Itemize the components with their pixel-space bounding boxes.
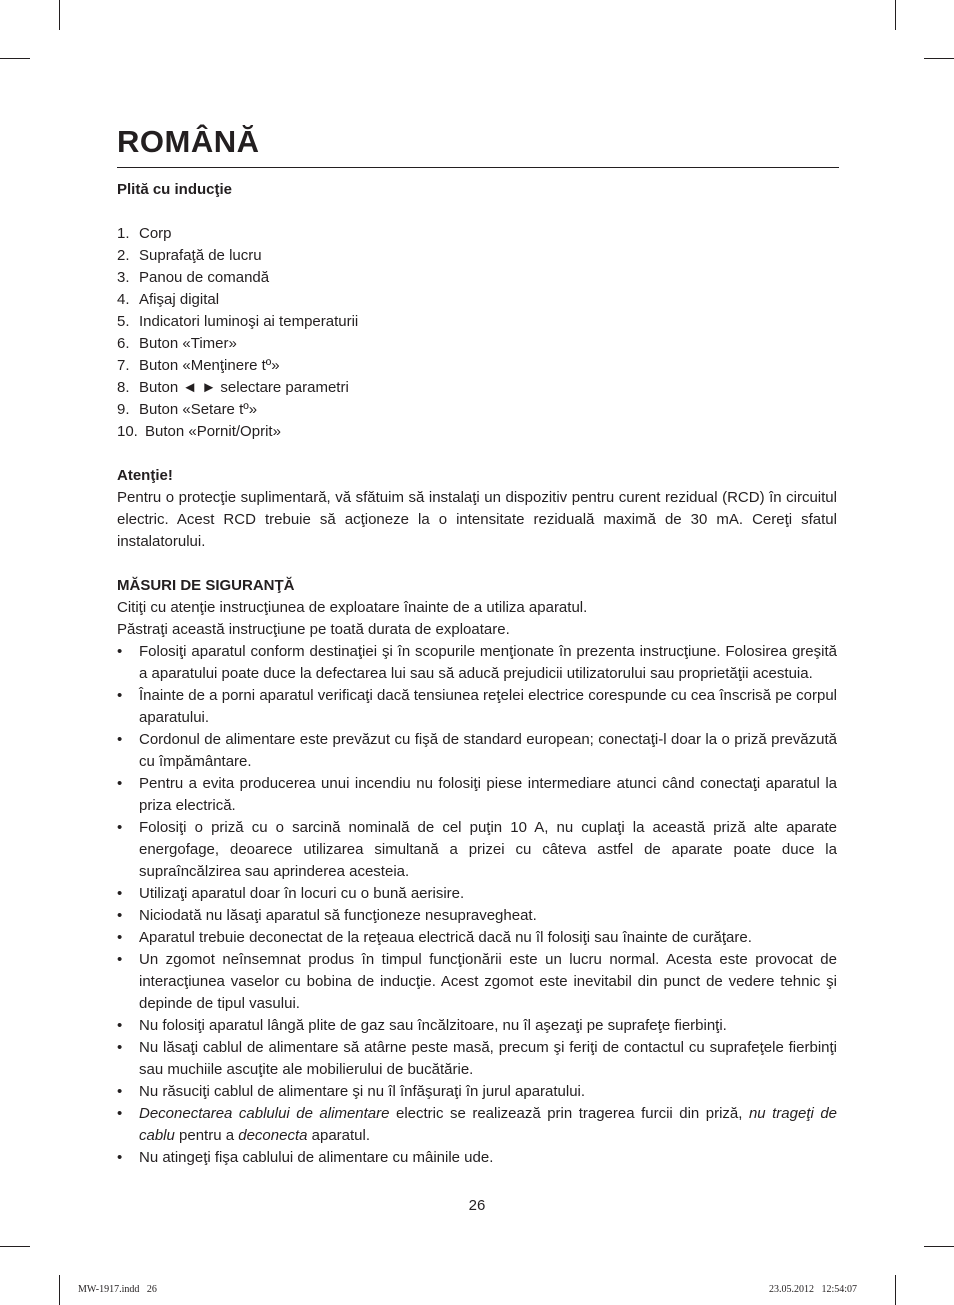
- safety-intro: Citiţi cu atenţie instrucţiunea de exploatare înainte de a utiliza aparatul.: [117, 599, 588, 616]
- list-item: 10. Buton «Pornit/Oprit»: [117, 423, 281, 440]
- crop-mark: [59, 1275, 60, 1305]
- list-item: • Nu răsuciţi cablul de alimentare şi nu îl înfăşuraţi în jurul aparatului.: [117, 1081, 837, 1103]
- list-item: • Aparatul trebuie deconectat de la reţeaua electrică dacă nu îl folosiţi sau înainte de curăţare.: [117, 927, 837, 949]
- bullet: •: [117, 1017, 123, 1034]
- list-item: 3. Panou de comandă: [117, 269, 270, 286]
- safety-intro: Păstraţi această instrucţiune pe toată durata de exploatare.: [117, 621, 510, 638]
- crop-mark: [0, 1246, 30, 1247]
- list-item: 8. Buton ◄ ► selectare parametri: [117, 379, 349, 396]
- list-item: • Folosiţi o priză cu o sarcină nominală de cel puţin 10 A, nu cuplaţi la această priză alte aparate energofage, deoarece utilizarea simultană a prizei cu câteva astfel de aparate poate duce la supraîncălzirea sau aprinderea acesteia.: [117, 819, 837, 880]
- bullet: •: [117, 1039, 123, 1056]
- bullet: •: [117, 731, 123, 748]
- bullet: •: [117, 819, 123, 836]
- bullet: •: [117, 643, 123, 660]
- document-body: [117, 179, 837, 1169]
- page-number: 26: [468, 1197, 486, 1214]
- list-item: 2. Suprafaţă de lucru: [117, 247, 262, 264]
- list-item: • Nu folosiţi aparatul lângă plite de gaz sau încălzitoare, nu îl aşezaţi pe suprafeţe fierbinţi.: [117, 1015, 837, 1037]
- title-divider: [117, 167, 839, 168]
- list-item: 9. Buton «Setare tº»: [117, 401, 258, 418]
- list-item: • Cordonul de alimentare este prevăzut cu fişă de standard european; conectaţi-l doar la o priză prevăzută cu împământare.: [117, 731, 837, 770]
- product-heading: Plită cu inducţie: [117, 181, 233, 198]
- bullet: •: [117, 951, 123, 968]
- list-item: 7. Buton «Menţinere tº»: [117, 357, 280, 374]
- page-title: ROMÂNĂ: [117, 124, 260, 159]
- attention-text: Pentru o protecţie suplimentară, vă sfătuim să instalaţi un dispozitiv pentru curent rezidual (RCD) în circuitul electric. Acest RCD trebuie să acţioneze la o intensitate reziduală maximă de 30 mA. Cereţi sfatul instalatorului.: [117, 489, 837, 550]
- bullet: •: [117, 775, 123, 792]
- list-item: • Utilizaţi aparatul doar în locuri cu o bună aerisire.: [117, 883, 837, 905]
- crop-mark: [895, 1275, 896, 1305]
- attention-heading: Atenţie!: [117, 467, 173, 484]
- crop-mark: [895, 0, 896, 30]
- list-item: 5. Indicatori luminoşi ai temperaturii: [117, 313, 359, 330]
- crop-mark: [924, 58, 954, 59]
- list-item: 6. Buton «Timer»: [117, 335, 237, 352]
- list-item: • Niciodată nu lăsaţi aparatul să funcţioneze nesupravegheat.: [117, 905, 837, 927]
- list-item: 1. Corp: [117, 225, 172, 242]
- bullet: •: [117, 687, 123, 704]
- print-slug-file: MW-1917.indd 26: [78, 1284, 157, 1295]
- list-item: • Nu lăsaţi cablul de alimentare să atârne peste masă, precum şi feriţi de contactul cu suprafeţele fierbinţi sau muchiile ascuţite ale mobilierului de bucătărie.: [117, 1039, 837, 1078]
- safety-list: [117, 641, 837, 1169]
- list-item: 4. Afişaj digital: [117, 291, 220, 308]
- bullet: •: [117, 1149, 123, 1166]
- parts-list: [117, 223, 837, 443]
- bullet: •: [117, 1105, 123, 1122]
- bullet: •: [117, 1083, 123, 1100]
- safety-heading: MĂSURI DE SIGURANŢĂ: [117, 577, 295, 594]
- list-item: • Folosiţi aparatul conform destinaţiei şi în scopurile menţionate în prezenta instrucţiune. Folosirea greşită a aparatului poate duce la defectarea lui sau să aducă prejudicii utilizatorului sau proprietăţii acestuia.: [117, 643, 837, 682]
- crop-mark: [924, 1246, 954, 1247]
- list-item: • Deconectarea cablului de alimentare electric se realizează prin tragerea furcii din priză, nu trageţi de cablu pentru a deconecta aparatul.: [117, 1105, 838, 1144]
- list-item: • Nu atingeţi fişa cablului de alimentare cu mâinile ude.: [117, 1147, 837, 1169]
- print-slug-timestamp: 23.05.2012 12:54:07: [769, 1284, 858, 1295]
- bullet: •: [117, 885, 123, 902]
- crop-mark: [59, 0, 60, 30]
- bullet: •: [117, 907, 123, 924]
- list-item: • Pentru a evita producerea unui incendiu nu folosiţi piese intermediare atunci când conectaţi aparatul la priza electrică.: [117, 775, 837, 814]
- crop-mark: [0, 58, 30, 59]
- list-item: • Un zgomot neînsemnat produs în timpul funcţionării este un lucru normal. Acesta este provocat de interacţiunea vaselor cu bobina de inducţie. Acest zgomot este inevitabil din punct de vedere tehnic şi depinde de tipul vasului.: [117, 951, 837, 1012]
- list-item: • Înainte de a porni aparatul verificaţi dacă tensiunea reţelei electrice corespunde cu cea înscrisă pe corpul aparatului.: [117, 687, 837, 726]
- bullet: •: [117, 929, 123, 946]
